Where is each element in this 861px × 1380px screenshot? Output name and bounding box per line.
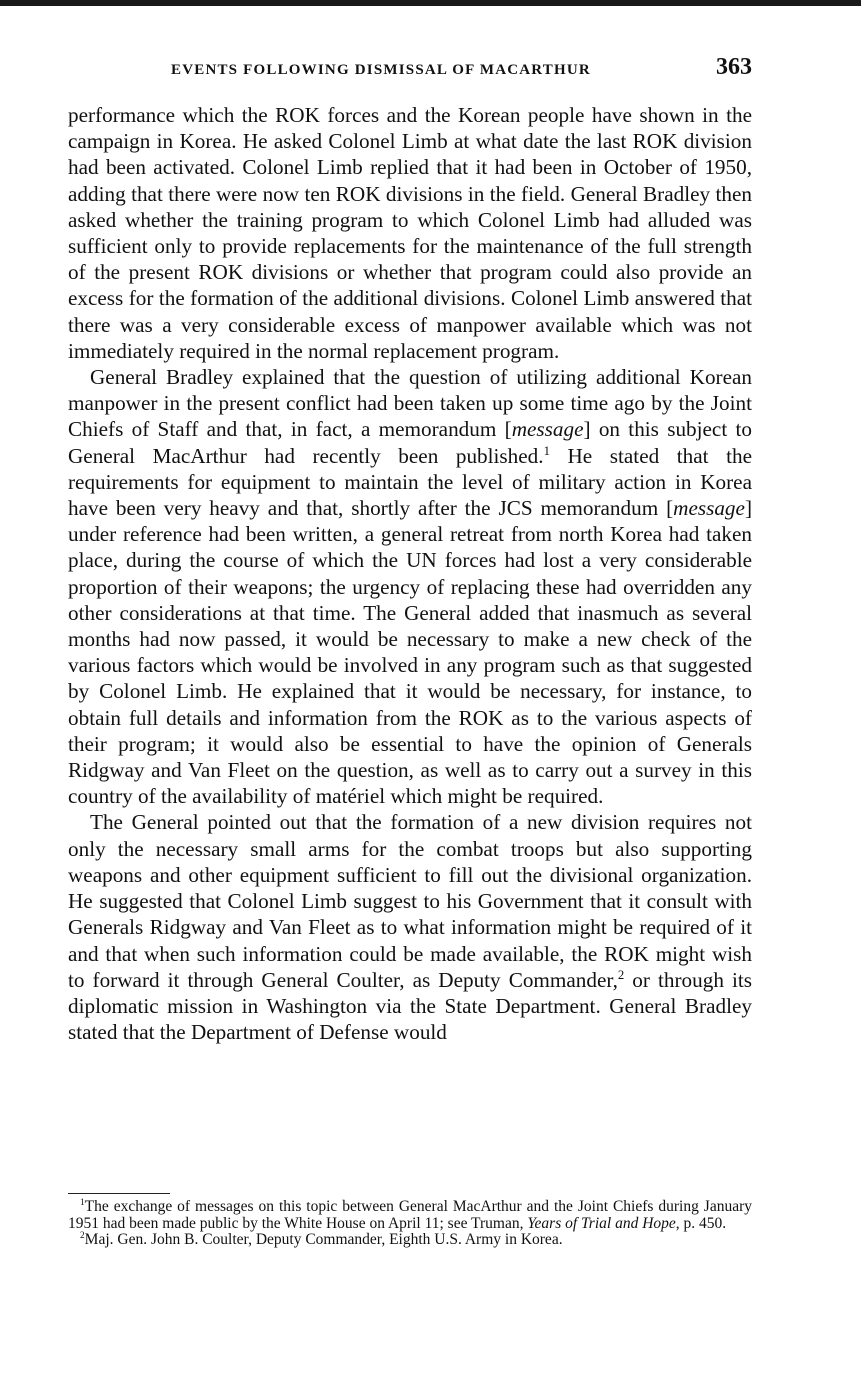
paragraph-2-italic-message-2: message: [673, 496, 745, 521]
footnote-1: [68, 1199, 752, 1232]
paragraph-2-text-g: ] under reference had been written, a general retreat from north Korea had taken place, during the course of which the UN forces had lost a very considerable proportion of their weapons; the urgency of replacing these had overridden any other considerations at that time. The General added that inasmuch as several months had now passed, it would be necessary to make a new check of the various factors which would be involved in any program such as that suggested by Colonel Limb. He explained that it would be necessary, for instance, to obtain full details and information from the ROK as to the various aspects of their program; it would also be essential to have the opinion of Generals Ridgway and Van Fleet on the question, as well as to carry out a survey in this country of the availability of matériel which might be required.: [68, 496, 752, 809]
paragraph-3-text-c: or through its diplomatic mission in Washington via the State Department. General Bradley stated that the Department of Defense would: [68, 967, 752, 1045]
paragraph-2-italic-message-1: message: [511, 417, 584, 442]
paragraph-2-text-e: He stated that the requirements for equipment to maintain the level of military action in Korea have been very heavy and that, shortly after the JCS memorandum [: [68, 443, 753, 521]
footnote-ref-2: 2: [617, 967, 625, 982]
footnote-1-text-c: , p. 450.: [675, 1214, 727, 1232]
paragraph-3-text-a: The General pointed out that the formation of a new division requires not only the necessary small arms for the combat troops but also supporting weapons and other equipment sufficient to fill out the divisional organization. He suggested that Colonel Limb suggest to his Government that it consult with Generals Ridgway and Van Fleet as to what information might be required of it and that when such information could be made available, the ROK might wish to forward it through General Coulter, as Deputy Commander,: [68, 810, 752, 992]
footnote-2: [68, 1232, 752, 1249]
page-top-edge: [0, 0, 861, 6]
paragraph-2-text-a: General Bradley explained that the question of utilizing additional Korean manpower in the present conflict had been taken up some time ago by the Joint Chiefs of Staff and that, in fact, a memorandum [: [68, 365, 752, 442]
paragraph-2: [68, 364, 752, 809]
footnote-1-text-a: The exchange of messages on this topic between General MacArthur and the Joint Chiefs during January 1951 had been made public by the White House on April 11; see Truman,: [68, 1198, 752, 1232]
footnote-divider: [68, 1193, 170, 1194]
paragraph-1: [68, 102, 752, 364]
footnote-ref-1: 1: [543, 443, 550, 458]
footnote-2-marker: 2: [80, 1230, 85, 1241]
paragraph-1-text: performance which the ROK forces and the Korean people have shown in the campaign in Korea. He asked Colonel Limb at what date the last ROK division had been activated. Colonel Limb replied that it had been in October of 1950, adding that there were now ten ROK divisions in the field. General Bradley then asked whether the training program to which Colonel Limb had alluded was sufficient only to provide replacements for the maintenance of the full strength of the present ROK divisions or whether that program could also provide an excess for the formation of the additional divisions. Colonel Limb answered that there was a very considerable excess of manpower available which was not immediately required in the normal replacement program.: [68, 103, 752, 363]
footnote-1-book-title: Years of Trial and Hope: [527, 1214, 676, 1232]
paragraph-2-text-c: ] on this subject to General MacArthur had recently been published.: [68, 417, 752, 468]
body-text: [68, 102, 752, 1045]
paragraph-3: [68, 809, 752, 1045]
footnote-1-marker: 1: [80, 1197, 85, 1208]
page-header: [68, 54, 752, 86]
page-number: 363: [716, 54, 752, 80]
running-head: EVENTS FOLLOWING DISMISSAL OF MACARTHUR: [171, 62, 591, 78]
footnotes: [68, 1199, 752, 1249]
footnote-2-text: Maj. Gen. John B. Coulter, Deputy Commander, Eighth U.S. Army in Korea.: [84, 1231, 563, 1248]
